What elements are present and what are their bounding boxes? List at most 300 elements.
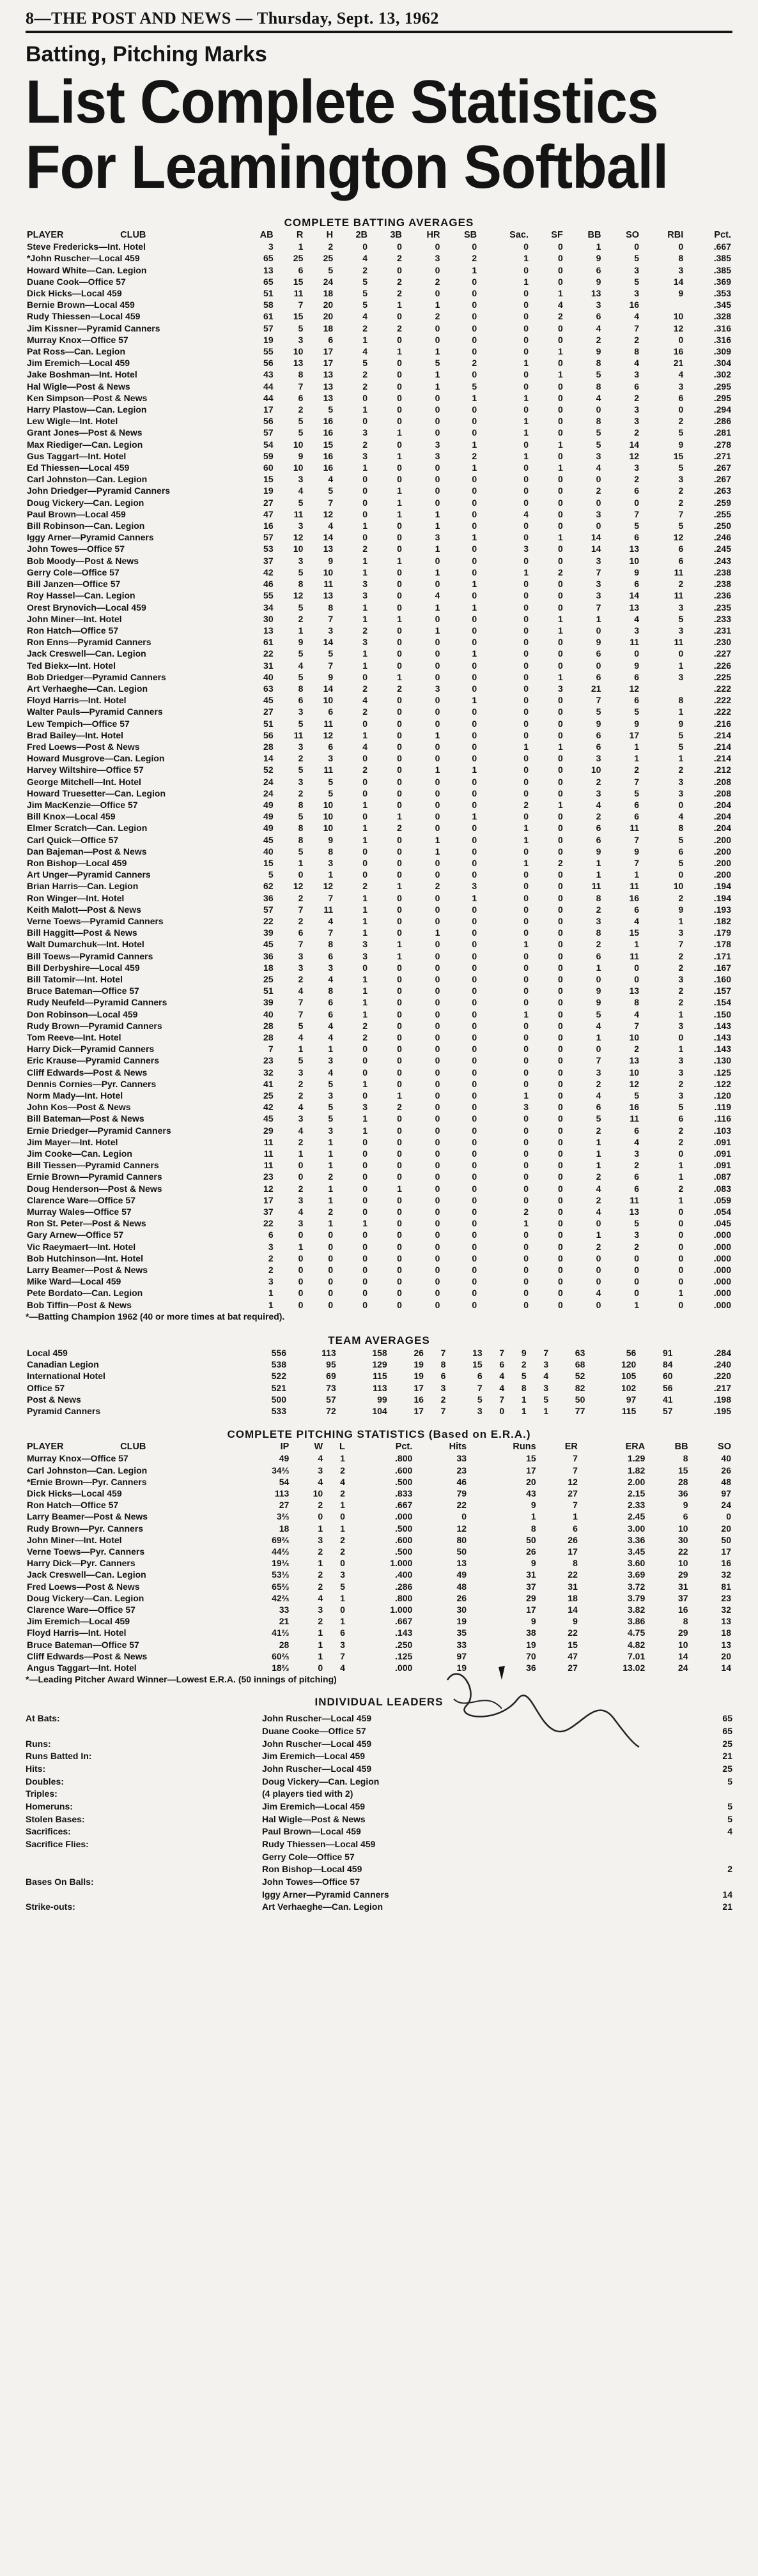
stat-cell: .091	[713, 1148, 731, 1159]
stat-cell: 0	[523, 869, 529, 880]
stat-cell: 5	[298, 846, 304, 857]
stat-cell: 9	[678, 718, 684, 729]
stat-cell: 6	[298, 695, 304, 706]
player-name: Walt Dumarchuk—Int. Hotel	[27, 939, 144, 950]
stat-cell: 2	[328, 1207, 334, 1217]
stat-cell: 4	[318, 1476, 323, 1487]
team-name: Office 57	[27, 1382, 65, 1393]
stat-cell: 57	[663, 1405, 673, 1416]
stat-cell: 1	[397, 497, 402, 508]
stat-cell: 5	[328, 1078, 334, 1089]
stat-cell: 9	[683, 1500, 688, 1511]
stat-cell: 0	[634, 1276, 640, 1287]
stat-cell: 8	[440, 1359, 446, 1370]
stat-cell: 6	[634, 1183, 640, 1194]
stat-cell: 0	[435, 1136, 440, 1147]
stat-cell: 8	[298, 823, 304, 834]
stat-cell: 3	[328, 1125, 334, 1136]
stat-cell: 1	[435, 300, 440, 310]
stat-cell: 1	[397, 346, 402, 357]
stat-cell: 3	[298, 776, 304, 787]
stat-cell: 10	[323, 823, 334, 834]
stat-cell: 2	[340, 1546, 345, 1557]
player-name: Murray Wales—Office 57	[27, 1207, 132, 1217]
stat-cell: 3	[543, 1359, 549, 1370]
stat-cell: 0	[362, 788, 367, 798]
stat-cell: .182	[713, 915, 731, 926]
stat-cell: 5	[596, 706, 601, 717]
stat-cell: 12	[673, 532, 684, 543]
stat-cell: 2	[268, 1265, 274, 1276]
stat-cell: 1	[596, 1032, 601, 1043]
stat-cell: 4	[298, 1102, 304, 1113]
stat-cell: 0	[472, 276, 477, 287]
stat-cell: 1	[397, 300, 402, 310]
stat-cell: .000	[713, 1241, 731, 1252]
table-row	[26, 1662, 732, 1673]
stat-cell: 1	[596, 857, 601, 868]
stat-cell: 0	[435, 579, 440, 590]
stat-cell: 2	[634, 392, 640, 403]
stat-cell: 53	[263, 544, 274, 554]
stat-cell: 6	[596, 741, 601, 752]
stat-cell: 0	[523, 485, 529, 496]
stat-cell: 3	[634, 1230, 640, 1240]
stat-cell: 26	[568, 1534, 578, 1545]
stat-cell: 2	[634, 474, 640, 485]
player-name: Ted Biekx—Int. Hotel	[27, 660, 116, 671]
player-name: Orest Brynovich—Local 459	[27, 602, 146, 613]
stat-cell: 2.15	[628, 1488, 646, 1498]
stat-cell: 0	[558, 1218, 563, 1229]
stat-cell: 6	[596, 264, 601, 275]
player-name: Ron Hatch—Office 57	[27, 625, 119, 636]
stat-cell: 1	[435, 381, 440, 392]
stat-cell: 5	[472, 381, 477, 392]
stat-cell: 115	[373, 1371, 387, 1382]
stat-cell: 0	[558, 718, 563, 729]
team-section	[26, 1334, 732, 1417]
pitching-col-header: Runs	[513, 1442, 536, 1452]
stat-cell: 5	[634, 521, 640, 531]
stat-cell: 16	[629, 300, 640, 310]
table-row	[26, 996, 732, 1008]
stat-cell: 0	[472, 334, 477, 345]
player-name: Ken Simpson—Post & News	[27, 392, 148, 403]
stat-cell: 1	[362, 915, 367, 926]
stat-cell: 2	[318, 1616, 323, 1627]
stat-cell: .667	[395, 1616, 413, 1627]
stat-cell: 3	[362, 427, 367, 438]
stat-cell: 3	[268, 1241, 274, 1252]
stat-cell: 0	[362, 1265, 367, 1276]
stat-cell: 37	[263, 555, 274, 566]
stat-cell: 11	[293, 729, 304, 740]
stat-cell: 0	[397, 404, 402, 415]
stat-cell: 0	[472, 986, 477, 996]
stat-cell: 23	[263, 1055, 274, 1066]
leader-row	[26, 1725, 732, 1738]
stat-cell: 4	[678, 811, 684, 822]
stat-cell: 0	[435, 474, 440, 485]
stat-cell: 5	[678, 1102, 684, 1113]
stat-cell: 5	[634, 253, 640, 264]
stat-cell: 0	[472, 1032, 477, 1043]
stat-cell: 0	[472, 997, 477, 1008]
stat-cell: 18	[279, 1523, 290, 1534]
stat-cell: 2	[678, 765, 684, 775]
stat-cell: .083	[713, 1183, 731, 1194]
leader-value: 25	[722, 1738, 732, 1749]
stat-cell: 1	[328, 1044, 334, 1055]
stat-cell: 0	[523, 1194, 529, 1205]
stat-cell: 2	[397, 276, 402, 287]
stat-cell: .286	[395, 1581, 413, 1592]
stat-cell: 11	[323, 765, 334, 775]
stat-cell: .295	[713, 381, 731, 392]
stat-cell: 4	[318, 1592, 323, 1603]
stat-cell: 0	[362, 241, 367, 252]
leader-player: (4 players tied with 2)	[262, 1788, 353, 1799]
stat-cell: 1	[362, 823, 367, 834]
table-row	[26, 706, 732, 717]
stat-cell: 0	[435, 915, 440, 926]
stat-cell: 21	[673, 358, 684, 369]
stat-cell: 14	[629, 439, 640, 450]
leader-row	[26, 1750, 732, 1763]
stat-cell: .171	[713, 950, 731, 961]
stat-cell: 0	[472, 369, 477, 380]
stat-cell: 11	[674, 637, 684, 648]
stat-cell: 8	[596, 892, 601, 903]
stat-cell: 1	[340, 1523, 345, 1534]
stat-cell: 27	[568, 1488, 578, 1498]
stat-cell: 1	[558, 799, 563, 810]
stat-cell: 5	[328, 648, 334, 659]
leader-row	[26, 1889, 732, 1902]
stat-cell: 0	[435, 1171, 440, 1182]
stat-cell: 12	[629, 1078, 640, 1089]
stat-cell: 0	[523, 334, 529, 345]
stat-cell: 1.000	[390, 1558, 413, 1569]
table-row	[26, 1055, 732, 1066]
stat-cell: 1	[362, 334, 367, 345]
stat-cell: 52	[575, 1371, 585, 1382]
player-name: Harry Dick—Pyramid Canners	[27, 1044, 155, 1055]
stat-cell: 0	[558, 706, 563, 717]
stat-cell: 1	[362, 904, 367, 915]
stat-cell: 5	[362, 288, 367, 299]
stat-cell: 0	[397, 776, 402, 787]
stat-cell: 0	[397, 1241, 402, 1252]
stat-cell: 0	[472, 1241, 477, 1252]
stat-cell: .267	[713, 474, 731, 485]
table-row	[26, 869, 732, 880]
stat-cell: 3	[523, 544, 529, 554]
stat-cell: 2	[318, 1500, 323, 1511]
stat-cell: 2	[298, 974, 304, 984]
stat-cell: 0	[362, 753, 367, 764]
player-name: Norm Mady—Int. Hotel	[27, 1090, 123, 1101]
stat-cell: .200	[713, 846, 731, 857]
stat-cell: 1	[362, 555, 367, 566]
stat-cell: 538	[271, 1359, 286, 1370]
stat-cell: 5	[596, 1113, 601, 1124]
player-name: John Kos—Post & News	[27, 1102, 131, 1113]
stat-cell: 5	[521, 1371, 527, 1382]
stat-cell: 0	[523, 986, 529, 996]
stat-cell: 82	[575, 1382, 585, 1393]
stat-cell: 1	[678, 1171, 684, 1182]
batting-col-header: AB	[259, 230, 274, 240]
stat-cell: 0	[472, 567, 477, 577]
stat-cell: 1	[558, 439, 563, 450]
stat-cell: 10	[629, 1067, 640, 1078]
stat-cell: 3	[328, 753, 334, 764]
stat-cell: 1	[318, 1558, 323, 1569]
stat-cell: 0	[397, 1288, 402, 1299]
stat-cell: 6	[634, 799, 640, 810]
stat-cell: 0	[472, 497, 477, 508]
stat-cell: 6	[634, 579, 640, 590]
stat-cell: 0	[397, 1171, 402, 1182]
player-name: Bill Toews—Pyramid Canners	[27, 950, 153, 961]
stat-cell: 34	[263, 602, 274, 613]
table-row	[26, 1287, 732, 1299]
stat-cell: 65⅔	[272, 1581, 290, 1592]
player-name: Bill Bateman—Post & News	[27, 1113, 144, 1124]
stat-cell: 5	[596, 1009, 601, 1019]
stat-cell: 1	[298, 1044, 304, 1055]
stat-cell: 7	[328, 892, 334, 903]
stat-cell: 7	[634, 1020, 640, 1031]
stat-cell: 1	[362, 927, 367, 938]
stat-cell: 3	[318, 1465, 323, 1475]
stat-cell: 2	[634, 334, 640, 345]
stat-cell: 1	[573, 1511, 578, 1522]
stat-cell: 1	[523, 427, 529, 438]
table-row	[26, 1569, 732, 1580]
stat-cell: 2	[362, 625, 367, 636]
stat-cell: 0	[362, 776, 367, 787]
stat-cell: 3⅔	[276, 1511, 290, 1522]
pitcher-name: Bruce Bateman—Office 57	[27, 1639, 139, 1650]
stat-cell: 3.36	[628, 1534, 646, 1545]
table-row	[26, 625, 732, 636]
stat-cell: 3	[362, 450, 367, 461]
stat-cell: 1	[472, 765, 477, 775]
pitching-col-header: PLAYER CLUB	[27, 1442, 146, 1452]
stat-cell: .200	[713, 869, 731, 880]
stat-cell: .143	[395, 1627, 413, 1638]
stat-cell: 0	[435, 997, 440, 1008]
leader-value: 65	[722, 1725, 732, 1736]
stat-cell: 7	[573, 1465, 578, 1475]
pitcher-name: Floyd Harris—Int. Hotel	[27, 1627, 127, 1638]
team-title: TEAM AVERAGES	[328, 1334, 430, 1346]
leaders-list	[26, 1712, 732, 1914]
stat-cell: 0	[397, 962, 402, 973]
stat-cell: 11	[263, 1136, 274, 1147]
stat-cell: 0	[298, 869, 304, 880]
stat-cell: 23	[456, 1465, 467, 1475]
stat-cell: 2	[678, 497, 684, 508]
player-name: Fred Loews—Post & News	[27, 741, 140, 752]
stat-cell: 9	[596, 986, 601, 996]
stat-cell: 0	[472, 776, 477, 787]
stat-cell: 5	[634, 706, 640, 717]
stat-cell: 69⅔	[272, 1534, 290, 1545]
stat-cell: .267	[713, 462, 731, 473]
stat-cell: 0	[523, 555, 529, 566]
stat-cell: 2	[678, 892, 684, 903]
stat-cell: 2	[298, 1183, 304, 1194]
batting-section	[26, 217, 732, 1322]
leader-player: John Ruscher—Local 459	[262, 1763, 372, 1774]
stat-cell: .385	[713, 264, 731, 275]
stat-cell: 0	[472, 637, 477, 648]
stat-cell: 3	[435, 532, 440, 543]
stat-cell: .000	[713, 1230, 731, 1240]
stat-cell: 2	[596, 939, 601, 950]
stat-cell: 0	[318, 1662, 323, 1673]
stat-cell: 2	[596, 1171, 601, 1182]
stat-cell: 2.33	[628, 1500, 646, 1511]
stat-cell: 0	[362, 392, 367, 403]
stat-cell: 0	[596, 1276, 601, 1287]
stat-cell: 14	[721, 1662, 731, 1673]
stat-cell: 0	[472, 1183, 477, 1194]
stat-cell: 11	[323, 579, 334, 590]
stat-cell: 0	[558, 1078, 563, 1089]
stat-cell: 16	[263, 521, 274, 531]
stat-cell: 20	[721, 1523, 731, 1534]
stat-cell: 0	[362, 671, 367, 682]
stat-cell: .125	[395, 1650, 413, 1661]
pitching-col-header: Hits	[449, 1442, 467, 1452]
stat-cell: 6	[634, 1171, 640, 1182]
stat-cell: 0	[397, 625, 402, 636]
stat-cell: 1	[678, 1194, 684, 1205]
stat-cell: 0	[472, 706, 477, 717]
table-row	[26, 1452, 732, 1464]
table-row	[26, 287, 732, 299]
stat-cell: 3	[328, 1090, 334, 1101]
stat-cell: 0	[435, 427, 440, 438]
table-row	[26, 636, 732, 648]
stat-cell: 8	[596, 358, 601, 369]
stat-cell: 0	[318, 1511, 323, 1522]
leader-player: John Ruscher—Local 459	[262, 1713, 372, 1724]
stat-cell: 1.000	[390, 1604, 413, 1615]
stat-cell: 0	[435, 1265, 440, 1276]
stat-cell: 1	[558, 671, 563, 682]
stat-cell: 0	[435, 1044, 440, 1055]
stat-cell: 0	[397, 416, 402, 427]
stat-cell: 104	[372, 1405, 387, 1416]
batting-footnote: *—Batting Champion 1962 (40 or more times at bat required).	[26, 1311, 285, 1322]
stat-cell: 5	[298, 497, 304, 508]
stat-cell: 5	[298, 648, 304, 659]
stat-cell: 0	[558, 1183, 563, 1194]
stat-cell: 55	[263, 590, 274, 601]
stat-cell: .103	[713, 1125, 731, 1136]
stat-cell: 50	[526, 1534, 536, 1545]
stat-cell: 5	[298, 1020, 304, 1031]
stat-cell: 0	[634, 1253, 640, 1263]
stat-cell: 1.82	[628, 1465, 646, 1475]
stat-cell: 2	[298, 404, 304, 415]
pitcher-name: Carl Johnston—Can. Legion	[27, 1465, 148, 1475]
stat-cell: 33	[456, 1639, 467, 1650]
pitching-col-header: BB	[674, 1442, 688, 1452]
stat-cell: 0	[397, 602, 402, 613]
stat-cell: 2	[634, 765, 640, 775]
stat-cell: 3	[298, 521, 304, 531]
stat-cell: 0	[472, 718, 477, 729]
table-row	[26, 741, 732, 752]
stat-cell: 0	[472, 939, 477, 950]
stat-cell: 2	[362, 1020, 367, 1031]
player-name: Verne Toews—Pyramid Canners	[27, 915, 164, 926]
stat-cell: 6	[328, 950, 334, 961]
table-row	[26, 264, 732, 276]
stat-cell: 13	[323, 590, 334, 601]
stat-cell: 1	[328, 1148, 334, 1159]
stat-cell: 0	[523, 1032, 529, 1043]
stat-cell: 1	[435, 625, 440, 636]
stat-cell: 2	[678, 485, 684, 496]
table-row	[26, 1523, 732, 1534]
stat-cell: 3.69	[628, 1569, 646, 1580]
pitching-col-header: Pct.	[395, 1442, 413, 1452]
stat-cell: 6	[499, 1359, 505, 1370]
stat-cell: 0	[558, 381, 563, 392]
table-row	[26, 1546, 732, 1557]
stat-cell: 5	[298, 671, 304, 682]
stat-cell: 17	[721, 1546, 731, 1557]
table-row	[26, 671, 732, 683]
stat-cell: 13	[721, 1616, 731, 1627]
stat-cell: 38	[526, 1627, 536, 1638]
stat-cell: 0	[435, 695, 440, 706]
stat-cell: 5	[634, 1218, 640, 1229]
stat-cell: 0	[472, 1113, 477, 1124]
stat-cell: 0	[397, 1160, 402, 1171]
stat-cell: 7	[440, 1347, 446, 1358]
stat-cell: 0	[472, 962, 477, 973]
stat-cell: 9	[328, 834, 334, 845]
stat-cell: 521	[271, 1382, 286, 1393]
stat-cell: 115	[621, 1405, 637, 1416]
stat-cell: 13	[629, 986, 640, 996]
stat-cell: 4	[362, 346, 367, 357]
stat-cell: 3	[634, 264, 640, 275]
stat-cell: .091	[713, 1136, 731, 1147]
stat-cell: 0	[435, 1288, 440, 1299]
stat-cell: 7	[573, 1500, 578, 1511]
stat-cell: 2	[678, 1125, 684, 1136]
stat-cell: 3	[596, 1067, 601, 1078]
stat-cell: 2	[340, 1534, 345, 1545]
stat-cell: 4	[362, 311, 367, 322]
pitching-col-header: IP	[280, 1442, 290, 1452]
stat-cell: 28	[263, 1020, 274, 1031]
stat-cell: .000	[395, 1511, 413, 1522]
stat-cell: .278	[713, 439, 731, 450]
stat-cell: 1	[435, 834, 440, 845]
pitching-col-header: ER	[564, 1442, 578, 1452]
